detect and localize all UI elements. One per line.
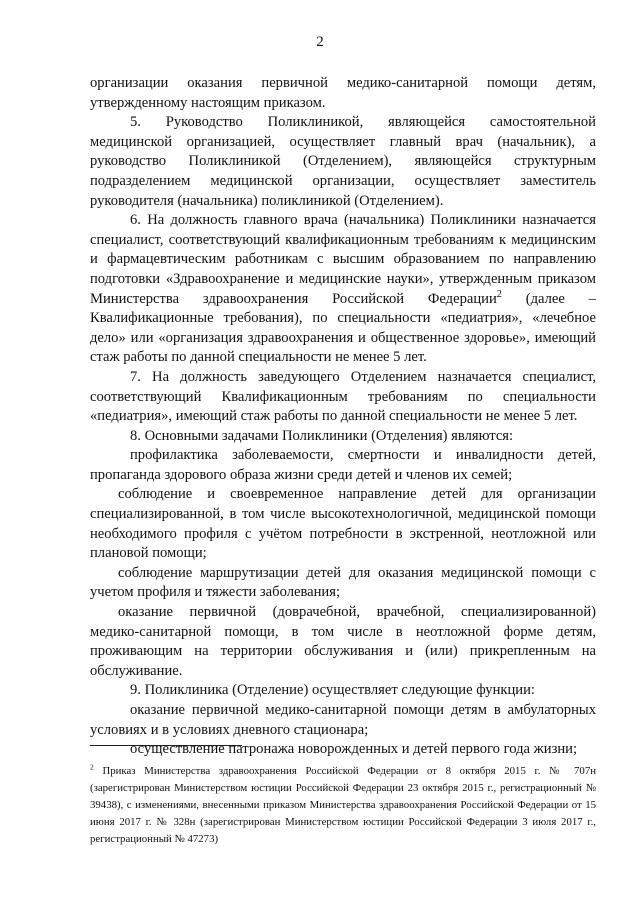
paragraph-9-functions-heading: 9. Поликлиника (Отделение) осуществляет следующие функции: (130, 682, 535, 699)
footnote-text: Приказ Министерства здравоохранения Российской Федерации от 8 октября 2015 г. № 707н (зарегистрирован Министерством юстиции Российской Федерации 23 октября 2015 г., регистрационный № 39438), с изменениями, внесенными приказом Министерства здравоохранения Российской Федерации от 15 июня 2017 г. № 328н (зарегистрирован Министерством юстиции Российской Федерации 3 июля 2017 г., регистрационный № 47273) (90, 765, 596, 845)
paragraph-5-management: 5. Руководство Поликлиникой, являющейся самостоятельной медицинской организацией, осуществляет главный врач (начальник), а руководство Поликлиникой (Отделением), являющейся структурным подразделением медицинской организации, осуществляет заместитель руководителя (начальника) поликлиникой (Отделением). (90, 114, 596, 209)
paragraph-6-chief-physician (90, 211, 596, 368)
paragraph-8-tasks-heading: 8. Основными задачами Поликлиники (Отделения) являются: (130, 427, 514, 444)
task-item-routing: соблюдение маршрутизации детей для оказания медицинской помощи с учетом профиля и тяжести заболевания; (90, 564, 596, 601)
function-item-outpatient: оказание первичной медико-санитарной помощи детям в амбулаторных условиях и в условиях дневного стационара; (90, 702, 596, 738)
footnote-mark: 2 (90, 762, 94, 772)
footnote-divider (90, 745, 242, 746)
task-item-primary-care: оказание первичной (доврачебной, врачебной, специализированной) медико-санитарной помощи, в том числе в неотложной форме детям, проживающим на территории обслуживания и (или) прикрепленным на обслуживание. (90, 604, 596, 679)
paragraph-6-text-after: (далее – Квалификационные требования), по специальности «педиатрия», «лечебное дело» или «организация здравоохранения и общественное здоровье», имеющий стаж работы по данной специальности не менее 5 лет. (90, 290, 596, 366)
footnote (90, 763, 596, 848)
task-item-referral: соблюдение и своевременное направление детей для организации специализированной, в том числе высокотехнологичной, медицинской помощи необходимого профиля с учётом потребности в экстренной, неотложной или плановой помощи; (90, 486, 596, 562)
footnote-reference: 2 (496, 288, 502, 300)
function-item-patronage: осуществление патронажа новорожденных и детей первого года жизни; (130, 741, 578, 758)
paragraph-6-text-before: 6. На должность главного врача (начальника) Поликлиники назначается специалист, соответствующий квалификационным требованиям к медицинским и фармацевтическим работникам с высшим образованием по направлению подготовки «Здравоохранение и медицинские науки», утвержденным приказом Министерства здравоохранения Российской Федерации (90, 212, 596, 307)
paragraph-continuation: организации оказания первичной медико-санитарной помощи детям, утвержденному настоящим приказом. (90, 75, 596, 111)
paragraph-7-department-head: 7. На должность заведующего Отделением назначается специалист, соответствующий Квалификационным требованиям по специальности «педиатрия», имеющий стаж работы по данной специальности не менее 5 лет. (90, 368, 596, 425)
page-number: 2 (316, 34, 324, 50)
document-body (90, 74, 596, 760)
task-item-prevention: профилактика заболеваемости, смертности и инвалидности детей, пропаганда здорового образа жизни среди детей и членов их семей; (90, 447, 596, 483)
